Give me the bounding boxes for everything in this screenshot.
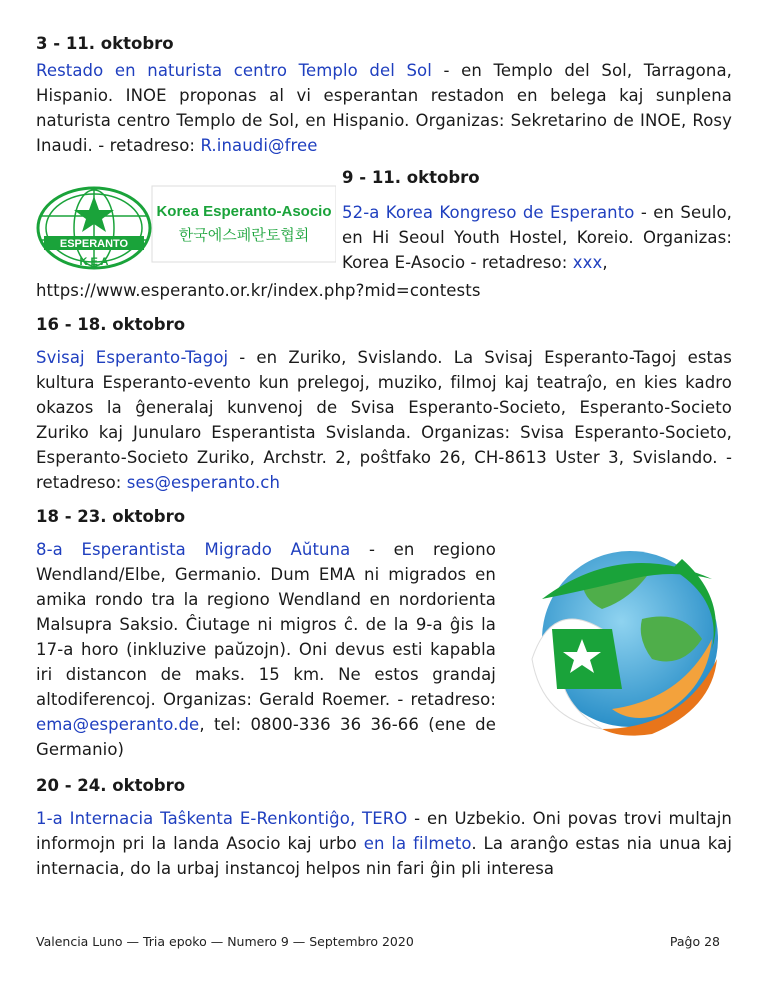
event-link[interactable]: Restado en naturista centro Templo del Sol (36, 61, 432, 80)
kea-name-latin: Korea Esperanto-Asocio (156, 203, 332, 220)
event-entry (36, 806, 732, 881)
event-text: - en regiono Wendland/Elbe, Germanio. Dum EMA ni migrados en amika rondo tra la regiono Wendland en nordorienta Malsupra Saksio. Ĉiutage ni migros ĉ. de la 9-a ĝis la 17-a horo (inkluzive paŭzojn). Oni devus esti kapabla iri distancon de maks. 15 km. Ne estos grandaj altodiferencoj. Organizas: Gerald Roemer. - retadreso: (36, 540, 496, 709)
page-content (36, 30, 732, 881)
event-korea-body (342, 164, 732, 282)
event-date: 18 - 23. oktobro (36, 507, 186, 526)
event-entry (36, 345, 732, 495)
event-date: 16 - 18. oktobro (36, 315, 186, 334)
event-link[interactable]: 8-a Esperantista Migrado Aŭtuna (36, 540, 351, 559)
event-link[interactable]: Svisaj Esperanto-Tagoj (36, 348, 229, 367)
event-date: 9 - 11. oktobro (342, 168, 480, 187)
korea-esperanto-asocio-logo (36, 164, 336, 282)
kea-logo-graphic (36, 164, 336, 282)
event-entry (36, 58, 732, 158)
footer-page-number: Paĝo 28 (669, 934, 720, 949)
email-link[interactable]: ses@esperanto.ch (126, 473, 281, 492)
event-text: - en Templo del Sol, Tarragona, Hispanio. INOE proponas al vi esperantan restadon en belega kaj sunplena naturista centro Templo de Sol, en Hispanio. Organizas: Sekretarino de INOE, Rosy Inaudi. - retadreso: (36, 61, 732, 155)
event-date: 3 - 11. oktobro (36, 34, 174, 53)
event-korea-row (36, 164, 732, 282)
emblem-bottom-text: K E A (79, 256, 109, 268)
event-url: https://www.esperanto.or.kr/index.php?mid=contests (36, 281, 481, 300)
event-link[interactable]: 1-a Internacia Taŝkenta E-Renkontiĝo, TERO (36, 809, 408, 828)
event-text: - en Seulo, en Hi Seoul Youth Hostel, Koreio. Organizas: Korea E-Asocio - retadreso: (342, 203, 732, 272)
event-entry (342, 200, 732, 275)
event-text: - en Uzbekio. Oni povas trovi multajn informojn pri la landa Asocio kaj urbo (36, 809, 732, 853)
email-link[interactable]: R.inaudi@free (200, 136, 318, 155)
event-text-after: , (602, 253, 608, 272)
email-link[interactable]: xxx (572, 253, 603, 272)
globe-image (512, 539, 732, 739)
footer-publication: Valencia Luno — Tria epoko — Numero 9 — Septembro 2020 (36, 934, 414, 949)
esperanto-globe-graphic (512, 539, 732, 739)
kea-name-korean: 한국에스페란토협회 (178, 226, 310, 244)
email-link[interactable]: ema@esperanto.de (36, 715, 200, 734)
event-text-after: , tel: 0800-336 36 36-66 (ene de Germanio) (36, 715, 496, 759)
event-link[interactable]: 52-a Korea Kongreso de Esperanto (342, 203, 635, 222)
page-footer (36, 934, 720, 949)
inline-link[interactable]: en la filmeto (363, 834, 472, 853)
event-text: - en Zuriko, Svislando. La Svisaj Esperanto-Tagoj estas kultura Esperanto-evento kun prelegoj, muziko, filmoj kaj teatraĵo, en kies kadro okazos la ĝeneralaj kunvenoj de Svisa Esperanto-Societo, Esperanto-Societo Zuriko kaj Junularo Esperantista Svislanda. Organizas: Svisa Esperanto-Societo, Esperanto-Societo Zuriko, Archstr. 2, poŝtfako 26, CH-8613 Uster 3, Svislando. - retadreso: (36, 348, 732, 492)
event-date: 20 - 24. oktobro (36, 776, 186, 795)
event-text-after: . La aranĝo estas nia unua kaj internacia, do la urbaj instancoj helpos nin fari ĝin pli interesa (36, 834, 733, 878)
emblem-top-text: ESPERANTO (59, 238, 129, 250)
